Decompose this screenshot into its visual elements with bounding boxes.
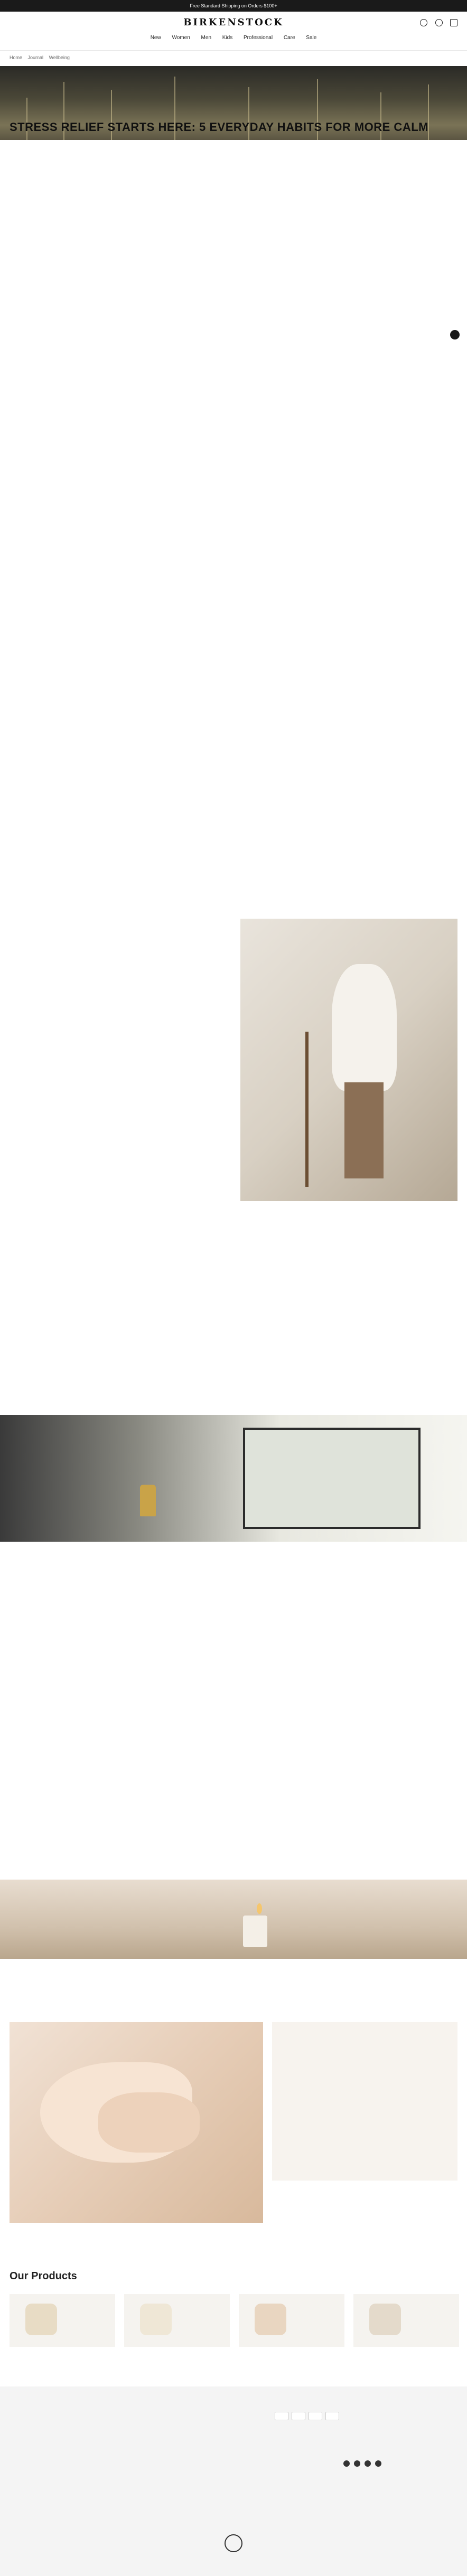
nav-women[interactable]: Women — [172, 35, 190, 41]
diaphragm-info-box — [272, 2022, 457, 2181]
scroll-top-icon[interactable] — [450, 330, 460, 339]
bag-icon[interactable] — [450, 19, 457, 26]
facebook-icon[interactable] — [343, 2460, 350, 2467]
search-icon[interactable] — [420, 19, 427, 26]
site-header — [0, 12, 467, 51]
header-icons — [415, 19, 457, 29]
breadcrumb — [10, 55, 74, 60]
product-card[interactable] — [353, 2294, 459, 2347]
mastercard-icon — [292, 2412, 305, 2420]
instagram-icon[interactable] — [354, 2460, 360, 2467]
breadcrumb-item[interactable]: Home — [10, 55, 23, 60]
article-image-chair — [240, 919, 457, 1201]
nav-kids[interactable]: Kids — [222, 35, 233, 41]
products-title: Our Products — [10, 2270, 77, 2282]
product-image[interactable] — [124, 2294, 230, 2347]
product-image[interactable] — [353, 2294, 459, 2347]
nav-men[interactable]: Men — [201, 35, 211, 41]
amex-icon — [309, 2412, 322, 2420]
pinterest-icon[interactable] — [365, 2460, 371, 2467]
product-card[interactable] — [239, 2294, 344, 2347]
product-card[interactable] — [124, 2294, 230, 2347]
top-banner — [0, 0, 467, 12]
product-card[interactable] — [10, 2294, 115, 2347]
article-title: STRESS RELIEF STARTS HERE: 5 EVERYDAY HABITS FOR MORE CALM — [10, 120, 428, 134]
nav-sale[interactable]: Sale — [306, 35, 317, 41]
visa-icon — [275, 2412, 288, 2420]
nav-professional[interactable]: Professional — [244, 35, 273, 41]
nav-care[interactable]: Care — [283, 35, 295, 41]
breadcrumb-item: Wellbeing — [49, 55, 70, 60]
product-image[interactable] — [10, 2294, 115, 2347]
product-image[interactable] — [239, 2294, 344, 2347]
brand-logo[interactable]: BIRKENSTOCK — [183, 17, 284, 28]
breadcrumb-item[interactable]: Journal — [27, 55, 44, 60]
paypal-icon — [325, 2412, 339, 2420]
article-image-window — [0, 1415, 467, 1542]
youtube-icon[interactable] — [375, 2460, 381, 2467]
account-icon[interactable] — [435, 19, 443, 26]
main-nav — [0, 35, 467, 41]
nav-new[interactable]: New — [150, 35, 161, 41]
brand-seal-icon — [225, 2534, 242, 2552]
article-image-foot — [10, 2022, 263, 2223]
top-banner-text: Free Standard Shipping on Orders $100+ — [190, 3, 277, 8]
article-image-candle — [0, 1880, 467, 1959]
